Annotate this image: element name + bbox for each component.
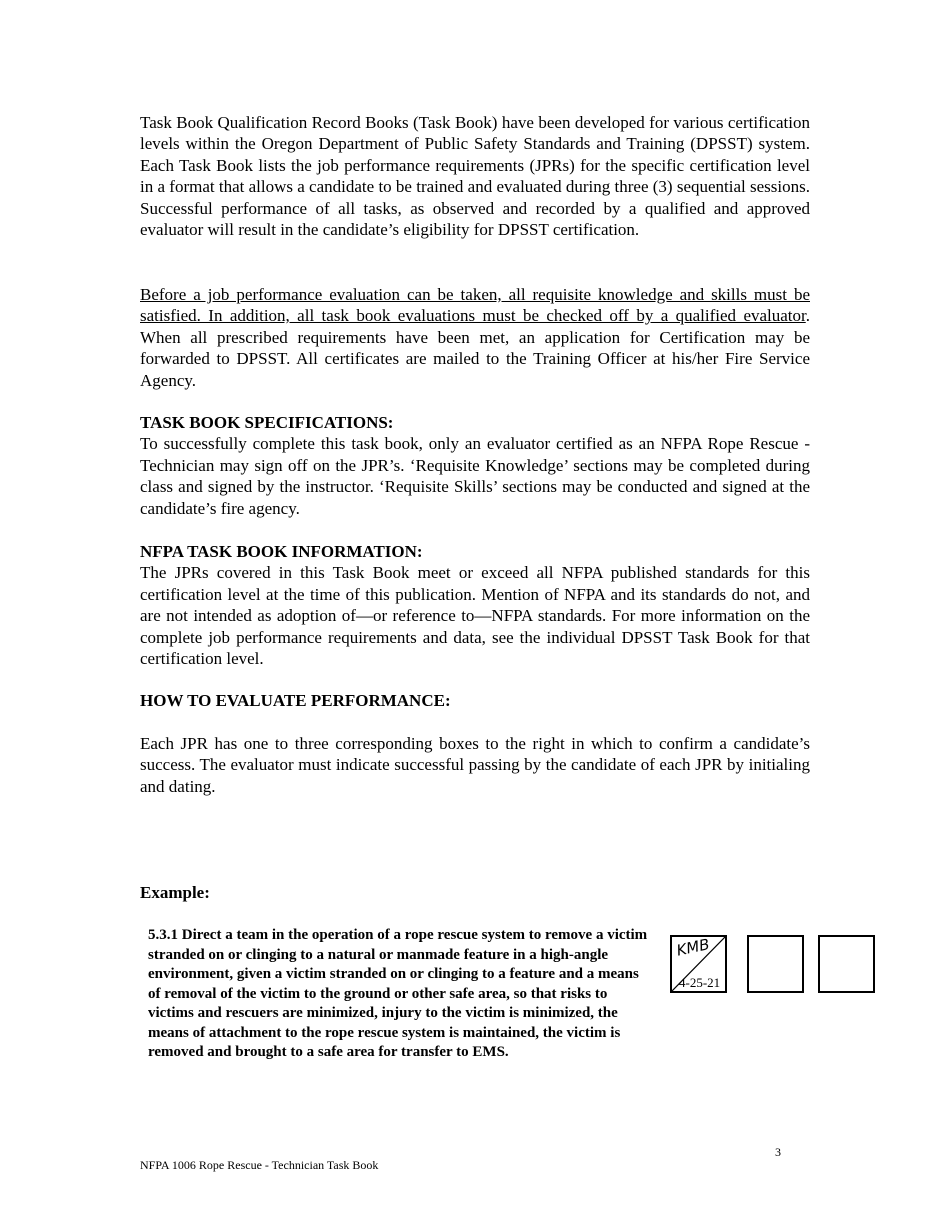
requirements-underlined-text: Before a job performance evaluation can be taken, all requisite knowledge and skills must be satisfied. In addition, all task book evaluations must be checked off by a qualified evaluator [140,285,810,326]
footer-title: NFPA 1006 Rope Rescue - Technician Task Book [140,1158,379,1172]
evaluate-text: Each JPR has one to three corresponding boxes to the right in which to confirm a candidate’s success. The evaluator must indicate successful passing by the candidate of each JPR by initialing and dating. [140,734,810,796]
requirements-paragraph [140,284,810,391]
signoff-box-completed [670,935,727,993]
signoff-box-empty [747,935,804,993]
nfpa-info-section [140,541,810,669]
requirements-text: . When all prescribed requirements have been met, an application for Certification may be forwarded to DPSST. All certificates are mailed to the Training Officer at his/her Fire Service Agency. [140,306,810,390]
specifications-text: To successfully complete this task book, only an evaluator certified as an NFPA Rope Rescue - Technician may sign off on the JPR’s. ‘Requisite Knowledge’ sections may be completed during class and signed by the instructor. ‘Requisite Skills’ sections may be conducted and signed at the candidate’s fire agency. [140,434,810,518]
evaluation-date: 4-25-21 [679,975,721,990]
evaluate-heading: HOW TO EVALUATE PERFORMANCE: [140,691,451,710]
signoff-box-empty [818,935,875,993]
nfpa-info-text: The JPRs covered in this Task Book meet or exceed all NFPA published standards for this certification level at the time of this publication. Mention of NFPA and its standards do not, and are not intended as adoption of—or reference to—NFPA standards. For more information on the complete job performance requirements and data, see the individual DPSST Task Book for that certification level. [140,563,810,669]
nfpa-info-heading: NFPA TASK BOOK INFORMATION: [140,542,423,561]
specifications-section [140,412,810,519]
example-jpr-text: 5.3.1 Direct a team in the operation of a rope rescue system to remove a victim stranded on or clinging to a natural or manmade feature in a high-angle environment, given a victim stranded on or clinging to a feature and a means of removal of the victim to the ground or other safe area, so that risks to victims and rescuers are minimized, injury to the victim is minimized, the means of attachment to the rope rescue system is maintained, the victim is removed and brought to a safe area for transfer to EMS. [148,927,648,1060]
evaluator-initials: KMB [675,935,712,960]
page-number: 3 [775,1145,781,1159]
specifications-heading: TASK BOOK SPECIFICATIONS: [140,413,394,432]
intro-paragraph: Task Book Qualification Record Books (Task Book) have been developed for various certification levels within the Oregon Department of Public Safety Standards and Training (DPSST) system. Each Task Book lists the job performance requirements (JPRs) for the specific certification level in a format that allows a candidate to be trained and evaluated during three (3) sequential sessions. Successful performance of all tasks, as observed and recorded by a qualified and approved evaluator will result in the candidate’s eligibility for DPSST certification. [140,113,810,240]
example-label: Example: [140,883,210,902]
